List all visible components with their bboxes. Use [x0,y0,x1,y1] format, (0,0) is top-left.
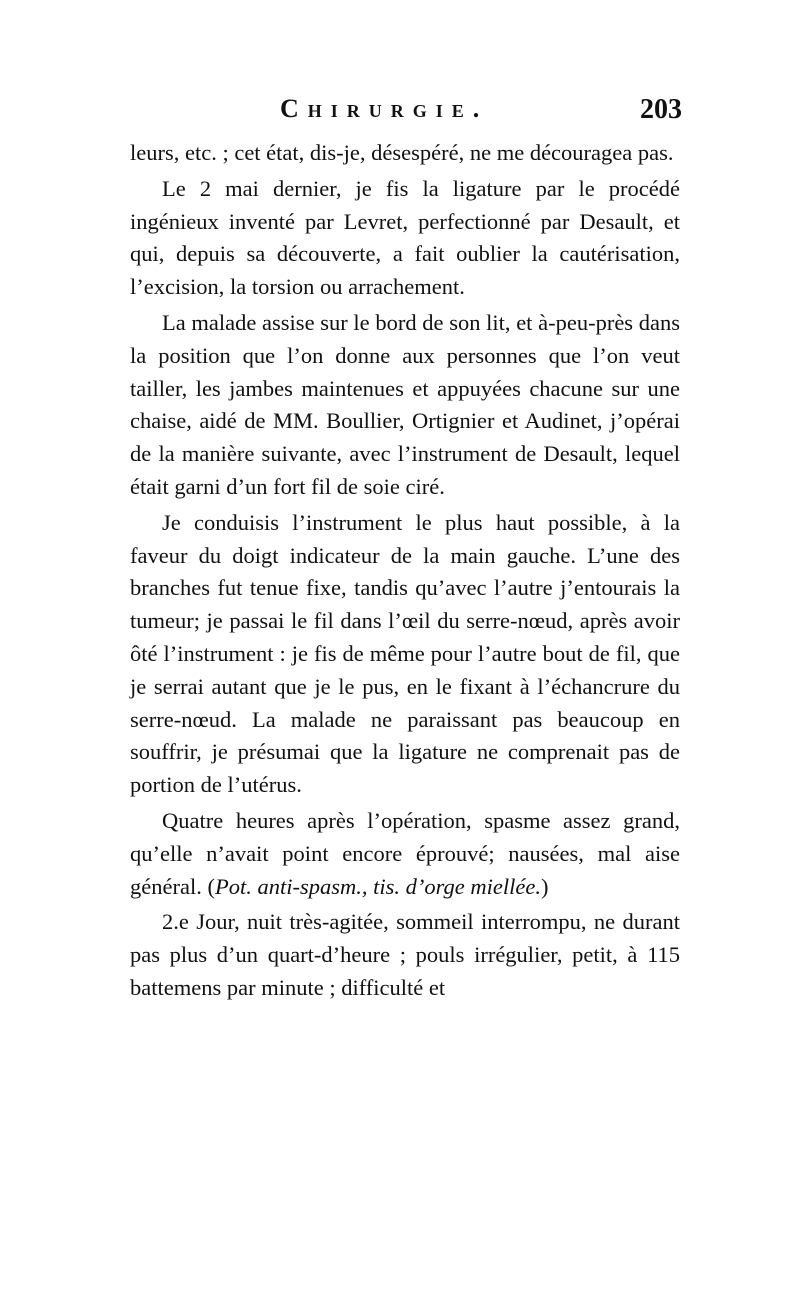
running-head [130,94,682,134]
paragraph-text-end: ) [540,873,549,899]
paragraph-text: Quatre heures après l’opération, spasme assez grand, qu’elle n’avait point encore éprouvé; nausées, mal aise général. ( [130,807,680,899]
prescription-italic: Pot. anti-spasm., tis. d’orge miellée. [214,873,541,899]
paragraph: 2.e Jour, nuit très-agitée, sommeil interrompu, ne durant pas plus d’un quart-d’heure ; pouls irrégulier, petit, à 115 battemens par minute ; difficulté et [130,909,680,1000]
paragraph [130,805,680,903]
body-text [130,137,680,1005]
paragraph: leurs, etc. ; cet état, dis-je, désespéré, ne me découragea pas. [130,140,674,165]
paragraph: La malade assise sur le bord de son lit, et à-peu-près dans la position que l’on donne aux personnes que l’on veut tailler, les jambes maintenues et appuyées chacune sur une chaise, aidé de MM. Boullier, Ortignier et Audinet, j’opérai de la manière suivante, avec l’instrument de Desault, lequel était garni d’un fort fil de soie ciré. [130,309,680,499]
running-title: Chirurgie. [280,94,489,123]
page-number: 203 [640,94,682,125]
paragraph: Je conduisis l’instrument le plus haut possible, à la faveur du doigt indicateur de la main gauche. L’une des branches fut tenue fixe, tandis qu’avec l’autre j’entourais la tumeur; je passai le fil dans l’œil du serre-nœud, après avoir ôté l’instrument : je fis de même pour l’autre bout de fil, que je serrai autant que je le pus, en le fixant à l’échancrure du serre-nœud. La malade ne paraissant pas beaucoup en souffrir, je présumai que la ligature ne comprenait pas de portion de l’utérus. [130,509,680,798]
paragraph: Le 2 mai dernier, je fis la ligature par le procédé ingénieux inventé par Levret, perfectionné par Desault, et qui, depuis sa découverte, a fait oublier la cautérisation, l’excision, la torsion ou arrachement. [130,175,680,300]
